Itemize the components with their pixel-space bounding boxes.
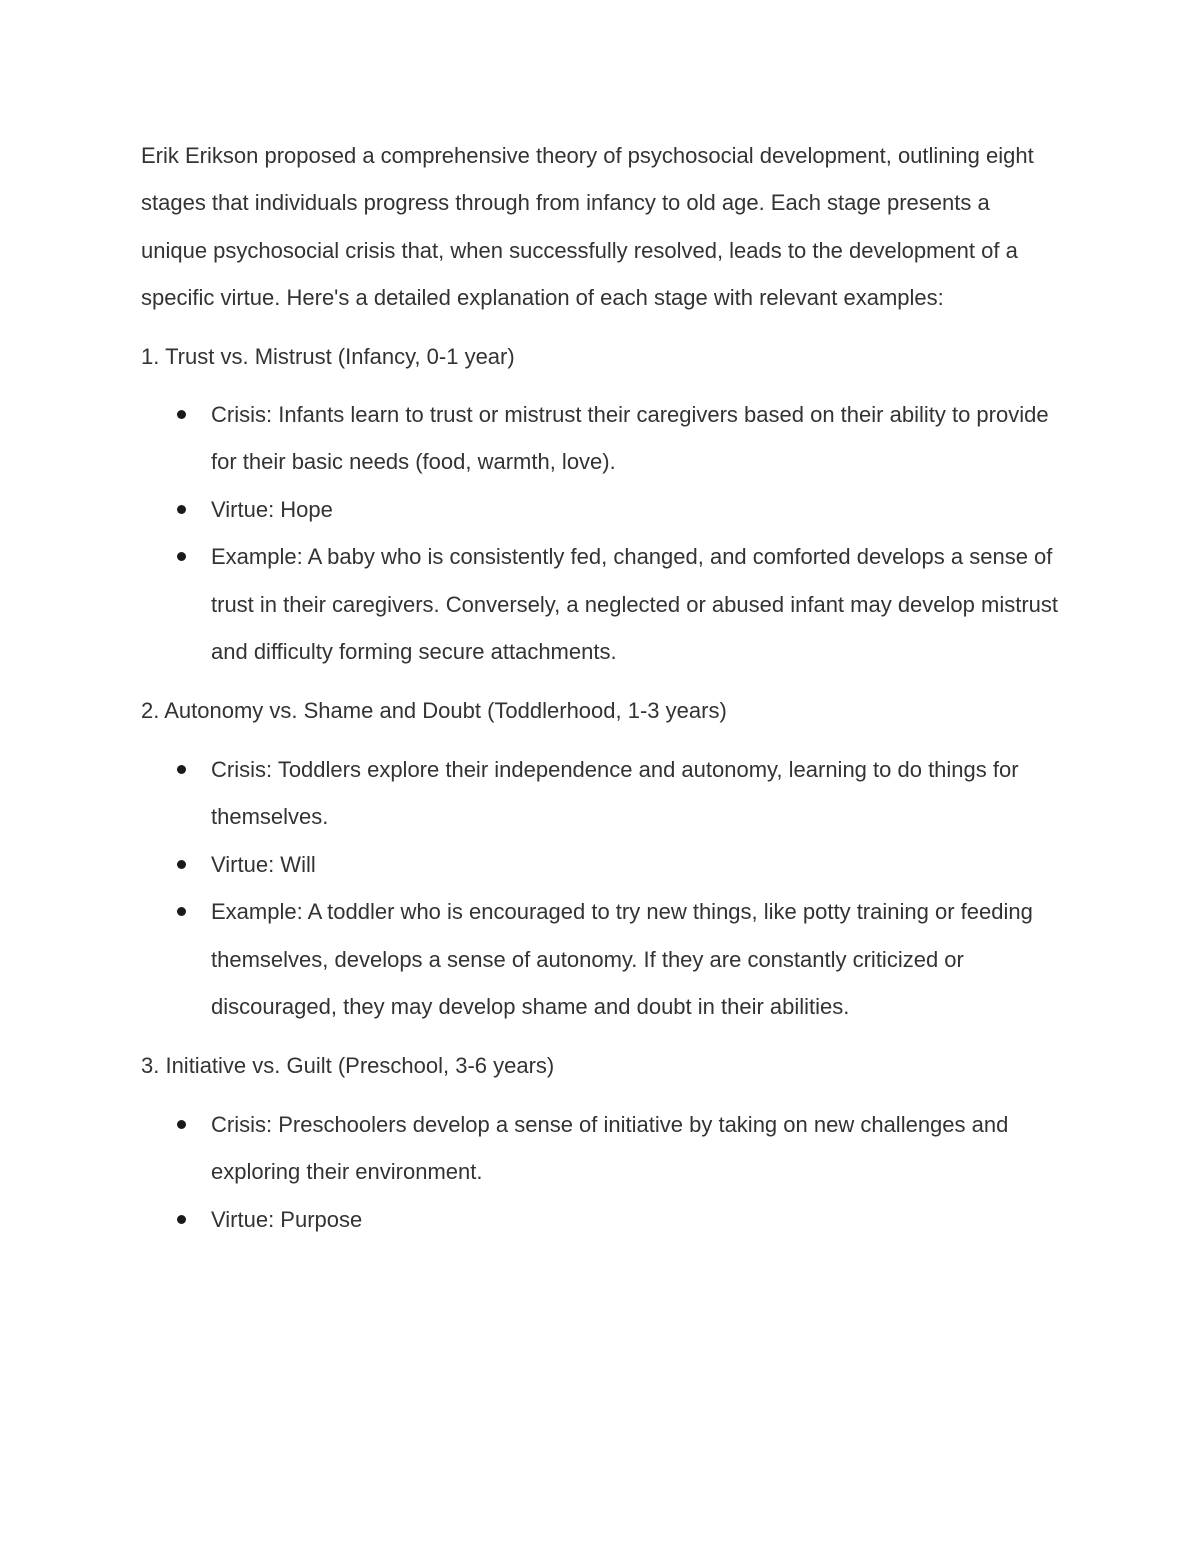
list-item — [211, 841, 1061, 888]
stage-1-heading: 1. Trust vs. Mistrust (Infancy, 0-1 year) — [141, 343, 515, 369]
list-item — [211, 888, 1061, 1030]
bullet-icon — [177, 765, 186, 774]
list-item-text: Virtue: Will — [211, 851, 316, 877]
list-item-text: Virtue: Purpose — [211, 1206, 363, 1232]
list-item — [211, 1101, 1061, 1196]
stage-2-heading: 2. Autonomy vs. Shame and Doubt (Toddlerhood, 1-3 years) — [141, 698, 727, 724]
bullet-icon — [177, 552, 186, 561]
stage-3-heading: 3. Initiative vs. Guilt (Preschool, 3-6 years) — [141, 1053, 555, 1079]
list-item — [211, 746, 1061, 841]
bullet-icon — [177, 410, 186, 419]
stage-1-list — [141, 391, 1061, 675]
bullet-icon — [177, 1215, 186, 1224]
list-item-text: Crisis: Toddlers explore their independence and autonomy, learning to do things for themselves. — [211, 756, 1019, 830]
document-body — [141, 132, 1061, 1243]
stage-2-list — [141, 746, 1061, 1030]
list-item-text: Example: A toddler who is encouraged to try new things, like potty training or feeding themselves, develops a sense of autonomy. If they are constantly criticized or discouraged, they may develop shame and doubt in their abilities. — [211, 899, 1033, 1019]
list-item-text: Crisis: Infants learn to trust or mistrust their caregivers based on their ability to provide for their basic needs (food, warmth, love). — [211, 402, 1049, 475]
list-item — [211, 533, 1061, 675]
list-item — [211, 391, 1061, 486]
list-item-text: Example: A baby who is consistently fed, changed, and comforted develops a sense of trust in their caregivers. Conversely, a neglected or abused infant may develop mistrust and difficulty forming secure attachments. — [211, 544, 1058, 665]
list-item-text: Crisis: Preschoolers develop a sense of initiative by taking on new challenges and exploring their environment. — [211, 1111, 1009, 1185]
list-item — [211, 1196, 1061, 1243]
stage-3-list — [141, 1101, 1061, 1243]
bullet-icon — [177, 505, 186, 514]
intro-paragraph: Erik Erikson proposed a comprehensive theory of psychosocial development, outlining eight stages that individuals progress through from infancy to old age. Each stage presents a unique psychosocial crisis that, when successfully resolved, leads to the development of a specific virtue. Here's a detailed explanation of each stage with relevant examples: — [141, 143, 1034, 311]
list-item — [211, 486, 1061, 533]
bullet-icon — [177, 907, 186, 916]
list-item-text: Virtue: Hope — [211, 496, 333, 522]
bullet-icon — [177, 860, 186, 869]
bullet-icon — [177, 1120, 186, 1129]
